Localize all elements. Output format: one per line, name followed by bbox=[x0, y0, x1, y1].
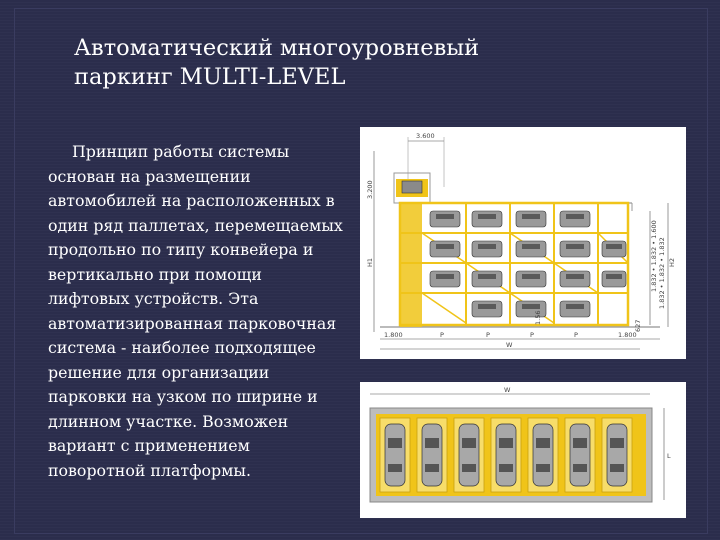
dim-bottom-p2-label: P bbox=[486, 331, 490, 339]
plan-svg bbox=[360, 382, 686, 518]
dim-bottom-left-label: 1.800 bbox=[384, 331, 403, 339]
plan-parking-spaces bbox=[380, 418, 632, 492]
elevation-svg bbox=[360, 127, 686, 359]
dim-h2-label: H2 bbox=[668, 257, 676, 267]
body-paragraph: Принцип работы системы основан на размещении автомобилей на расположенных в один ряд паллетах, перемещаемых продольно по типу конвейера и вертикально при помощи лифтовых устройств. Эта автоматизированная парковочная система - наиболее подходящее решение для организации парковки на узком по ширине и длинном участке. Возможен вариант с применением поворотной платформы. bbox=[48, 142, 343, 480]
dim-right-levels-label: 1.832 • 1.832 • 1.600 bbox=[650, 220, 658, 292]
dim-bottom-right-label: 1.800 bbox=[618, 331, 637, 339]
plan-drawing bbox=[360, 382, 686, 518]
dim-left-top-label: 3.200 bbox=[366, 180, 374, 199]
dim-top-label: 3.600 bbox=[416, 132, 435, 140]
title-line-1: Автоматический многоуровневый bbox=[74, 35, 480, 61]
dim-bottom-w-label: W bbox=[506, 341, 513, 349]
dim-bottom-p4-label: P bbox=[574, 331, 578, 339]
plan-dim-w-label: W bbox=[504, 386, 511, 394]
dim-right-stack-label: 1.832 • 1.832 • 1.832 bbox=[658, 237, 666, 309]
title-line-2: паркинг MULTI-LEVEL bbox=[74, 64, 346, 90]
elevation-drawing bbox=[360, 127, 686, 359]
slide-title bbox=[74, 34, 479, 92]
dim-h1-label: H1 bbox=[366, 257, 374, 267]
plan-dim-l-label: L bbox=[667, 452, 671, 460]
dim-bottom-p1-label: P bbox=[440, 331, 444, 339]
dim-mid-label: 1.56 bbox=[534, 310, 542, 325]
dim-right-bottom-label: 627 bbox=[634, 319, 642, 332]
dim-bottom-p3-label: P bbox=[530, 331, 534, 339]
